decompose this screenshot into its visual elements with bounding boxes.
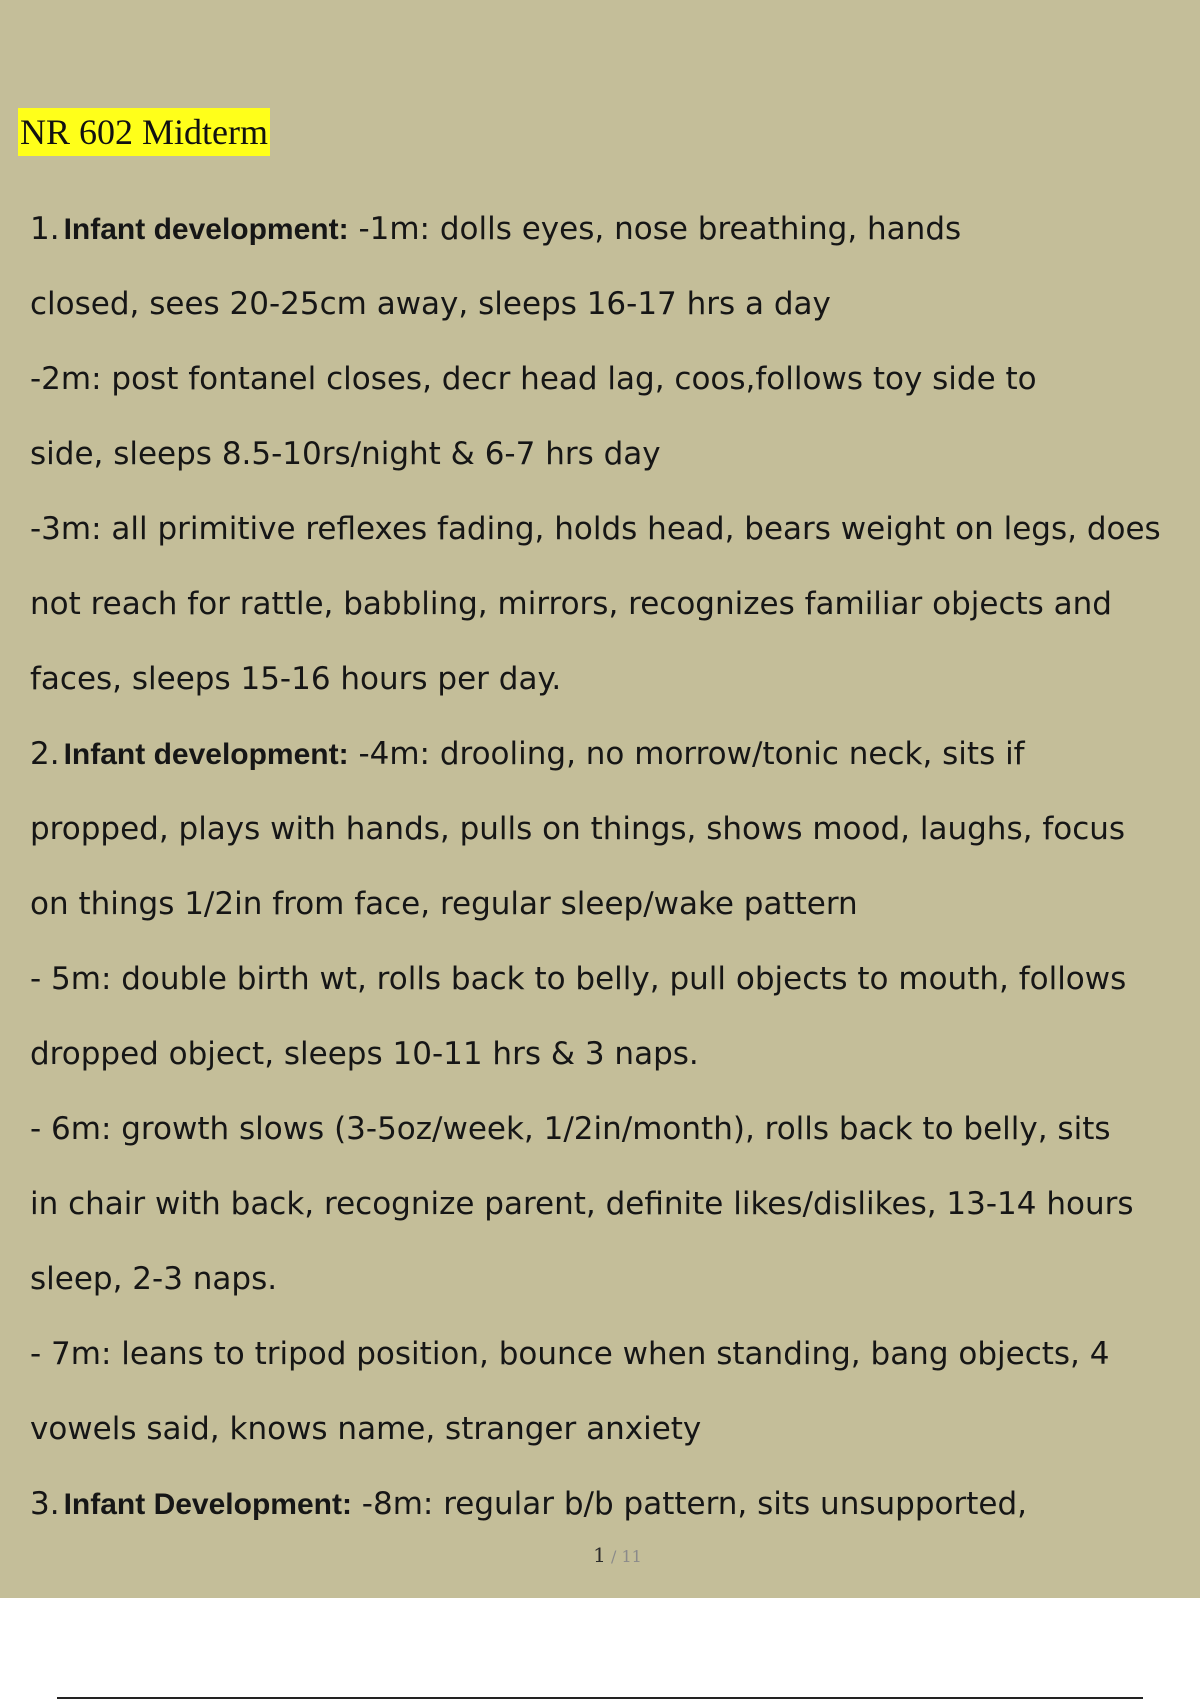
text-line: [30, 492, 1200, 567]
item-number: 2.: [30, 736, 60, 772]
text-line: [30, 267, 1200, 342]
page-separator: /: [605, 1547, 622, 1566]
page-indicator: [0, 1540, 1200, 1572]
text-line: [30, 942, 1200, 1017]
item-number: 3.: [30, 1486, 60, 1522]
text-line: [30, 1092, 1200, 1167]
item-number: 1.: [30, 211, 60, 247]
line-text: -2m: post fontanel closes, decr head lag, coos,follows toy side to: [30, 361, 1037, 397]
document-title: NR 602 Midterm: [18, 108, 270, 156]
text-line: [30, 1167, 1200, 1242]
text-line: [30, 1317, 1200, 1392]
text-line: [30, 1242, 1200, 1317]
footer-divider: [57, 1697, 1143, 1699]
line-text: side, sleeps 8.5-10rs/night & 6-7 hrs day: [30, 436, 661, 472]
text-line: [30, 1467, 1200, 1542]
line-text: -1m: dolls eyes, nose breathing, hands: [348, 211, 962, 247]
line-text: - 6m: growth slows (3-5oz/week, 1/2in/month), rolls back to belly, sits: [30, 1111, 1111, 1147]
item-label: Infant Development:: [63, 1488, 352, 1521]
item-label: Infant development:: [63, 213, 349, 246]
text-line: [30, 567, 1200, 642]
line-text: faces, sleeps 15-16 hours per day.: [30, 661, 562, 697]
line-text: on things 1/2in from face, regular sleep/wake pattern: [30, 886, 858, 922]
line-text: sleep, 2-3 naps.: [30, 1261, 278, 1297]
text-line: [30, 717, 1200, 792]
line-text: -4m: drooling, no morrow/tonic neck, sits if: [348, 736, 1025, 772]
item-label: Infant development:: [63, 738, 349, 771]
text-line: [30, 1392, 1200, 1467]
text-line: [30, 642, 1200, 717]
line-text: - 5m: double birth wt, rolls back to belly, pull objects to mouth, follows: [30, 961, 1127, 997]
line-text: in chair with back, recognize parent, definite likes/dislikes, 13-14 hours: [30, 1186, 1134, 1222]
line-text: closed, sees 20-25cm away, sleeps 16-17 hrs a day: [30, 286, 831, 322]
line-text: -8m: regular b/b pattern, sits unsupported,: [351, 1486, 1027, 1522]
line-text: not reach for rattle, babbling, mirrors, recognizes familiar objects and: [30, 586, 1112, 622]
document-body: [30, 192, 1200, 1542]
text-line: [30, 342, 1200, 417]
line-text: vowels said, knows name, stranger anxiety: [30, 1411, 702, 1447]
line-text: dropped object, sleeps 10-11 hrs & 3 naps.: [30, 1036, 699, 1072]
total-pages: 11: [621, 1547, 642, 1566]
text-line: [30, 1017, 1200, 1092]
text-line: [30, 792, 1200, 867]
line-text: -3m: all primitive reflexes fading, holds head, bears weight on legs, does: [30, 511, 1161, 547]
line-text: - 7m: leans to tripod position, bounce when standing, bang objects, 4: [30, 1336, 1110, 1372]
current-page: 1: [593, 1543, 606, 1567]
text-line: [30, 867, 1200, 942]
line-text: propped, plays with hands, pulls on things, shows mood, laughs, focus: [30, 811, 1126, 847]
text-line: [30, 417, 1200, 492]
text-line: [30, 192, 1200, 267]
